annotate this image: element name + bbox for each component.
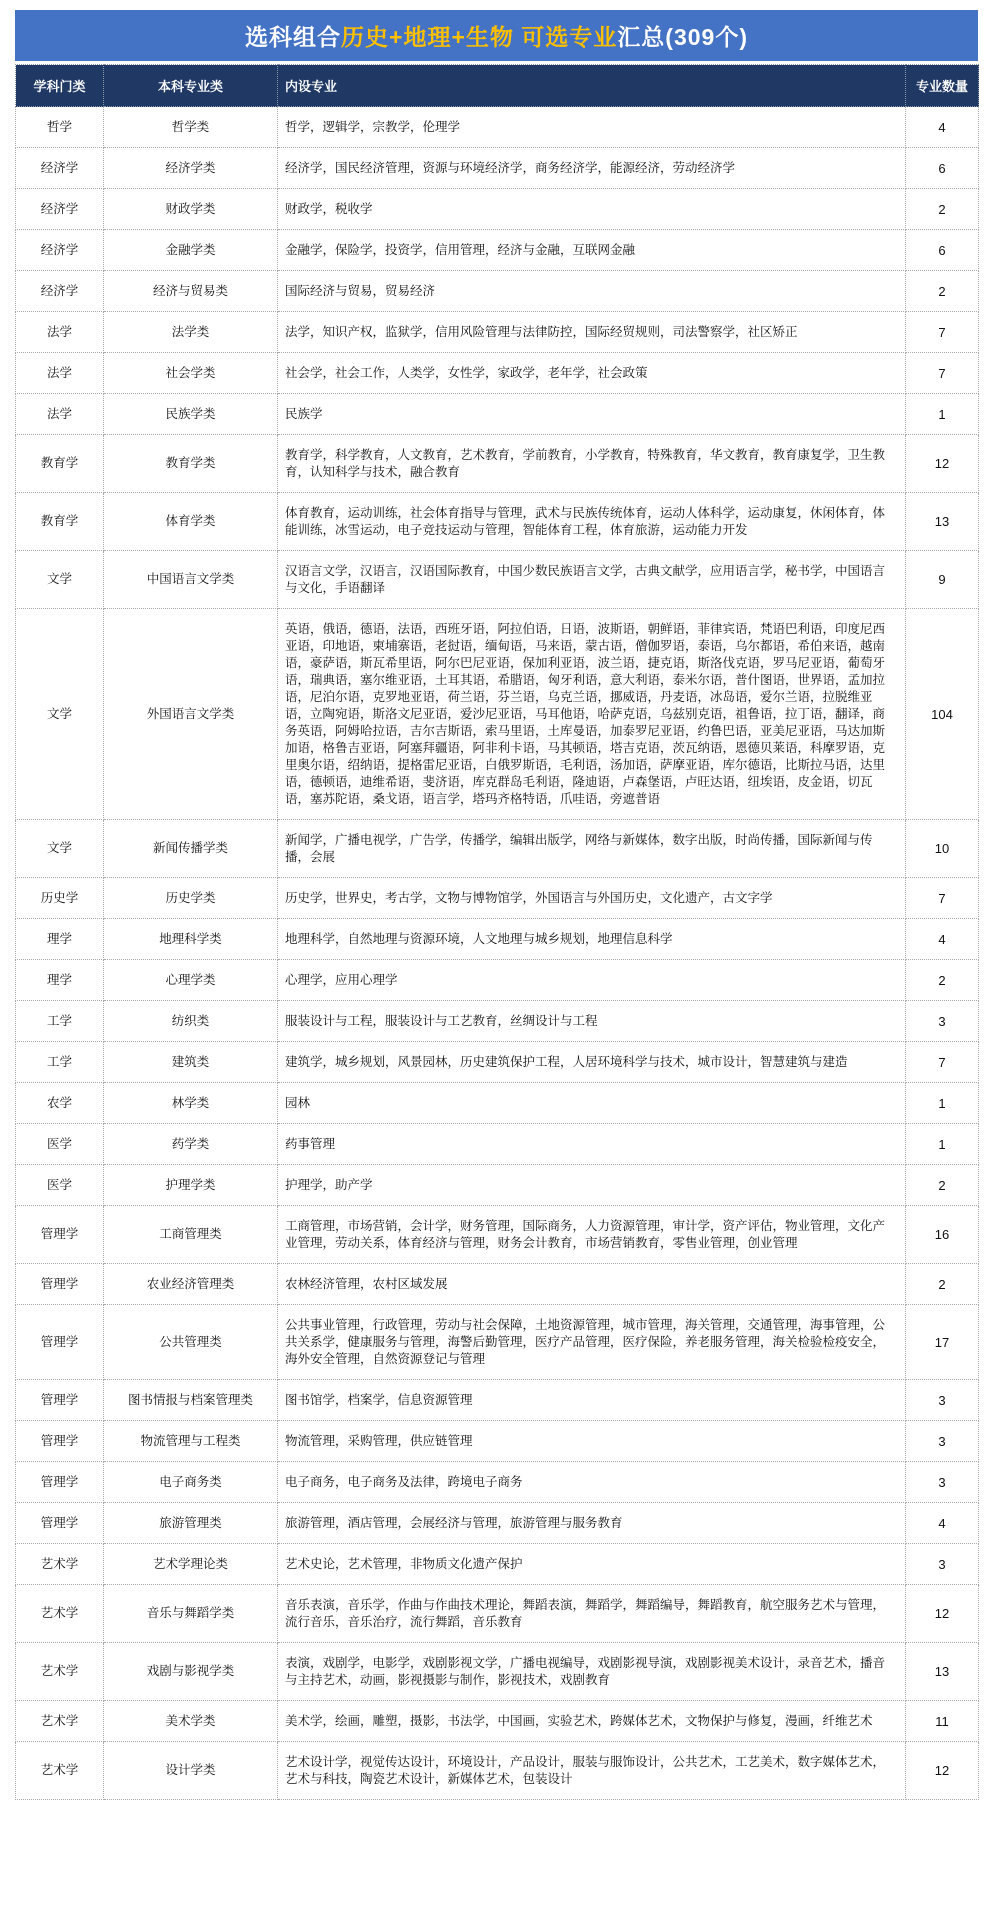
table-row [16, 493, 979, 551]
included-majors-cell: 财政学，税收学 [278, 189, 906, 230]
table-row [16, 960, 979, 1001]
included-majors-cell: 建筑学，城乡规划，风景园林，历史建筑保护工程，人居环境科学与技术，城市设计，智慧建筑与建造 [278, 1042, 906, 1083]
included-majors-cell: 药事管理 [278, 1124, 906, 1165]
table-row [16, 919, 979, 960]
subject-category-cell: 管理学 [16, 1462, 104, 1503]
subject-category-cell: 经济学 [16, 230, 104, 271]
table-row [16, 107, 979, 148]
subject-category-cell: 教育学 [16, 493, 104, 551]
included-majors-cell: 国际经济与贸易，贸易经济 [278, 271, 906, 312]
table-row [16, 1264, 979, 1305]
table-row [16, 312, 979, 353]
table-row [16, 435, 979, 493]
major-class-cell: 民族学类 [104, 394, 278, 435]
subject-category-cell: 艺术学 [16, 1585, 104, 1643]
major-class-cell: 音乐与舞蹈学类 [104, 1585, 278, 1643]
major-count-cell: 1 [906, 1083, 979, 1124]
title-suffix: 汇总(309个) [617, 24, 748, 50]
major-class-cell: 财政学类 [104, 189, 278, 230]
major-class-cell: 护理学类 [104, 1165, 278, 1206]
table-row [16, 1742, 979, 1800]
subject-category-cell: 文学 [16, 609, 104, 820]
table-row [16, 1503, 979, 1544]
included-majors-cell: 金融学，保险学，投资学，信用管理，经济与金融，互联网金融 [278, 230, 906, 271]
major-class-cell: 法学类 [104, 312, 278, 353]
subject-category-cell: 农学 [16, 1083, 104, 1124]
subject-category-cell: 医学 [16, 1124, 104, 1165]
major-class-cell: 电子商务类 [104, 1462, 278, 1503]
included-majors-cell: 护理学，助产学 [278, 1165, 906, 1206]
major-count-cell: 12 [906, 1585, 979, 1643]
subject-category-cell: 历史学 [16, 878, 104, 919]
major-class-cell: 建筑类 [104, 1042, 278, 1083]
major-count-cell: 13 [906, 493, 979, 551]
major-class-cell: 图书情报与档案管理类 [104, 1380, 278, 1421]
major-count-cell: 104 [906, 609, 979, 820]
table-row [16, 1042, 979, 1083]
subject-category-cell: 法学 [16, 312, 104, 353]
major-count-cell: 3 [906, 1421, 979, 1462]
subject-category-cell: 经济学 [16, 271, 104, 312]
major-count-cell: 4 [906, 107, 979, 148]
included-majors-cell: 音乐表演，音乐学，作曲与作曲技术理论，舞蹈表演，舞蹈学，舞蹈编导，舞蹈教育，航空服务艺术与管理，流行音乐，音乐治疗，流行舞蹈，音乐教育 [278, 1585, 906, 1643]
subject-category-cell: 管理学 [16, 1206, 104, 1264]
major-class-cell: 美术学类 [104, 1701, 278, 1742]
subject-category-cell: 理学 [16, 960, 104, 1001]
major-count-cell: 16 [906, 1206, 979, 1264]
subject-category-cell: 管理学 [16, 1503, 104, 1544]
major-class-cell: 体育学类 [104, 493, 278, 551]
subject-category-cell: 医学 [16, 1165, 104, 1206]
subject-category-cell: 文学 [16, 820, 104, 878]
included-majors-cell: 地理科学，自然地理与资源环境，人文地理与城乡规划，地理信息科学 [278, 919, 906, 960]
major-count-cell: 12 [906, 435, 979, 493]
major-count-cell: 6 [906, 230, 979, 271]
subject-category-cell: 文学 [16, 551, 104, 609]
major-class-cell: 经济学类 [104, 148, 278, 189]
major-class-cell: 旅游管理类 [104, 1503, 278, 1544]
major-count-cell: 10 [906, 820, 979, 878]
major-class-cell: 历史学类 [104, 878, 278, 919]
included-majors-cell: 公共事业管理，行政管理，劳动与社会保障，土地资源管理，城市管理，海关管理，交通管理，海事管理，公共关系学，健康服务与管理，海警后勤管理，医疗产品管理，医疗保险，养老服务管理，海关检验检疫安全，海外安全管理，自然资源登记与管理 [278, 1305, 906, 1380]
major-class-cell: 哲学类 [104, 107, 278, 148]
table-body [16, 107, 979, 1800]
subject-category-cell: 管理学 [16, 1380, 104, 1421]
table-row [16, 878, 979, 919]
included-majors-cell: 经济学，国民经济管理，资源与环境经济学，商务经济学，能源经济，劳动经济学 [278, 148, 906, 189]
major-count-cell: 2 [906, 271, 979, 312]
major-count-cell: 2 [906, 189, 979, 230]
table-row [16, 609, 979, 820]
table-row [16, 1643, 979, 1701]
table-row [16, 1380, 979, 1421]
major-count-cell: 3 [906, 1544, 979, 1585]
header-subject-category: 学科门类 [16, 65, 104, 107]
subject-category-cell: 工学 [16, 1042, 104, 1083]
included-majors-cell: 民族学 [278, 394, 906, 435]
subject-category-cell: 经济学 [16, 189, 104, 230]
included-majors-cell: 表演，戏剧学，电影学，戏剧影视文学，广播电视编导，戏剧影视导演，戏剧影视美术设计，录音艺术，播音与主持艺术，动画，影视摄影与制作，影视技术，戏剧教育 [278, 1643, 906, 1701]
major-count-cell: 13 [906, 1643, 979, 1701]
major-class-cell: 新闻传播学类 [104, 820, 278, 878]
major-count-cell: 2 [906, 960, 979, 1001]
included-majors-cell: 英语，俄语，德语，法语，西班牙语，阿拉伯语，日语，波斯语，朝鲜语，菲律宾语，梵语巴利语，印度尼西亚语，印地语，柬埔寨语，老挝语，缅甸语，马来语，蒙古语，僧伽罗语，泰语，乌尔都语，希伯来语，越南语，豪萨语，斯瓦希里语，阿尔巴尼亚语，保加利亚语，波兰语，捷克语，斯洛伐克语，罗马尼亚语，葡萄牙语，瑞典语，塞尔维亚语，土耳其语，希腊语，匈牙利语，意大利语，泰米尔语，普什图语，世界语，孟加拉语，尼泊尔语，克罗地亚语，荷兰语，芬兰语，乌克兰语，挪威语，丹麦语，冰岛语，爱尔兰语，拉脱维亚语，立陶宛语，斯洛文尼亚语，爱沙尼亚语，马耳他语，哈萨克语，乌兹别克语，祖鲁语，拉丁语，翻译，商务英语，阿姆哈拉语，吉尔吉斯语，索马里语，土库曼语，加泰罗尼亚语，约鲁巴语，亚美尼亚语，马达加斯加语，格鲁吉亚语，阿塞拜疆语，阿非利卡语，马其顿语，塔吉克语，茨瓦纳语，恩德贝莱语，科摩罗语，克里奥尔语，绍纳语，提格雷尼亚语，白俄罗斯语，毛利语，汤加语，萨摩亚语，库尔德语，比斯拉马语，达里语，德顿语，迪维希语，斐济语，库克群岛毛利语，隆迪语，卢森堡语，卢旺达语，纽埃语，皮金语，切瓦语，塞苏陀语，桑戈语，语言学，塔玛齐格特语，爪哇语，旁遮普语 [278, 609, 906, 820]
major-count-cell: 2 [906, 1264, 979, 1305]
subject-category-cell: 管理学 [16, 1305, 104, 1380]
major-count-cell: 3 [906, 1001, 979, 1042]
table-row [16, 230, 979, 271]
subject-category-cell: 管理学 [16, 1264, 104, 1305]
major-class-cell: 心理学类 [104, 960, 278, 1001]
header-major-class: 本科专业类 [104, 65, 278, 107]
subject-category-cell: 法学 [16, 353, 104, 394]
subject-category-cell: 理学 [16, 919, 104, 960]
included-majors-cell: 美术学，绘画，雕塑，摄影，书法学，中国画，实验艺术，跨媒体艺术，文物保护与修复，漫画，纤维艺术 [278, 1701, 906, 1742]
major-class-cell: 社会学类 [104, 353, 278, 394]
major-class-cell: 工商管理类 [104, 1206, 278, 1264]
table-row [16, 1421, 979, 1462]
subject-category-cell: 法学 [16, 394, 104, 435]
major-count-cell: 11 [906, 1701, 979, 1742]
major-class-cell: 金融学类 [104, 230, 278, 271]
table-row [16, 1001, 979, 1042]
table-row [16, 1462, 979, 1503]
subject-category-cell: 哲学 [16, 107, 104, 148]
table-row [16, 353, 979, 394]
included-majors-cell: 历史学，世界史，考古学，文物与博物馆学，外国语言与外国历史，文化遗产，古文字学 [278, 878, 906, 919]
subject-category-cell: 工学 [16, 1001, 104, 1042]
major-class-cell: 纺织类 [104, 1001, 278, 1042]
included-majors-cell: 艺术史论，艺术管理，非物质文化遗产保护 [278, 1544, 906, 1585]
header-row [16, 65, 979, 107]
included-majors-cell: 服装设计与工程，服装设计与工艺教育，丝绸设计与工程 [278, 1001, 906, 1042]
subject-category-cell: 管理学 [16, 1421, 104, 1462]
major-count-cell: 7 [906, 312, 979, 353]
included-majors-cell: 教育学，科学教育，人文教育，艺术教育，学前教育，小学教育，特殊教育，华文教育，教育康复学，卫生教育，认知科学与技术，融合教育 [278, 435, 906, 493]
major-class-cell: 物流管理与工程类 [104, 1421, 278, 1462]
included-majors-cell: 汉语言文学，汉语言，汉语国际教育，中国少数民族语言文学，古典文献学，应用语言学，秘书学，中国语言与文化，手语翻译 [278, 551, 906, 609]
major-class-cell: 农业经济管理类 [104, 1264, 278, 1305]
subject-category-cell: 艺术学 [16, 1544, 104, 1585]
major-class-cell: 艺术学理论类 [104, 1544, 278, 1585]
included-majors-cell: 心理学，应用心理学 [278, 960, 906, 1001]
major-class-cell: 戏剧与影视学类 [104, 1643, 278, 1701]
included-majors-cell: 物流管理，采购管理，供应链管理 [278, 1421, 906, 1462]
table-row [16, 189, 979, 230]
included-majors-cell: 工商管理，市场营销，会计学，财务管理，国际商务，人力资源管理，审计学，资产评估，物业管理，文化产业管理，劳动关系，体育经济与管理，财务会计教育，市场营销教育，零售业管理，创业管理 [278, 1206, 906, 1264]
major-class-cell: 设计学类 [104, 1742, 278, 1800]
subject-category-cell: 教育学 [16, 435, 104, 493]
included-majors-cell: 哲学，逻辑学，宗教学，伦理学 [278, 107, 906, 148]
table-row [16, 271, 979, 312]
included-majors-cell: 图书馆学，档案学，信息资源管理 [278, 1380, 906, 1421]
table-row [16, 551, 979, 609]
major-class-cell: 外国语言文学类 [104, 609, 278, 820]
major-count-cell: 6 [906, 148, 979, 189]
major-class-cell: 药学类 [104, 1124, 278, 1165]
included-majors-cell: 法学，知识产权，监狱学，信用风险管理与法律防控，国际经贸规则，司法警察学，社区矫正 [278, 312, 906, 353]
included-majors-cell: 社会学，社会工作，人类学，女性学，家政学，老年学，社会政策 [278, 353, 906, 394]
included-majors-cell: 艺术设计学，视觉传达设计，环境设计，产品设计，服装与服饰设计，公共艺术，工艺美术，数字媒体艺术，艺术与科技，陶瓷艺术设计，新媒体艺术，包装设计 [278, 1742, 906, 1800]
table-row [16, 1305, 979, 1380]
major-count-cell: 9 [906, 551, 979, 609]
major-count-cell: 17 [906, 1305, 979, 1380]
major-count-cell: 2 [906, 1165, 979, 1206]
included-majors-cell: 电子商务，电子商务及法律，跨境电子商务 [278, 1462, 906, 1503]
included-majors-cell: 新闻学，广播电视学，广告学，传播学，编辑出版学，网络与新媒体，数字出版，时尚传播，国际新闻与传播，会展 [278, 820, 906, 878]
included-majors-cell: 体育教育，运动训练，社会体育指导与管理，武术与民族传统体育，运动人体科学，运动康复，休闲体育，体能训练，冰雪运动，电子竞技运动与管理，智能体育工程，体育旅游，运动能力开发 [278, 493, 906, 551]
table-row [16, 1585, 979, 1643]
subject-category-cell: 艺术学 [16, 1742, 104, 1800]
table-row [16, 1083, 979, 1124]
table-row [16, 1165, 979, 1206]
included-majors-cell: 农林经济管理，农村区域发展 [278, 1264, 906, 1305]
major-class-cell: 林学类 [104, 1083, 278, 1124]
major-count-cell: 3 [906, 1462, 979, 1503]
major-class-cell: 中国语言文学类 [104, 551, 278, 609]
major-count-cell: 7 [906, 1042, 979, 1083]
subject-category-cell: 艺术学 [16, 1701, 104, 1742]
majors-table [15, 64, 979, 1800]
table-title-bar [15, 10, 978, 61]
major-class-cell: 教育学类 [104, 435, 278, 493]
major-class-cell: 公共管理类 [104, 1305, 278, 1380]
major-class-cell: 地理科学类 [104, 919, 278, 960]
title-highlight: 历史+地理+生物 可选专业 [341, 24, 618, 50]
subject-category-cell: 艺术学 [16, 1643, 104, 1701]
table-row [16, 1544, 979, 1585]
table-row [16, 148, 979, 189]
major-count-cell: 4 [906, 919, 979, 960]
major-count-cell: 4 [906, 1503, 979, 1544]
header-included-majors: 内设专业 [278, 65, 906, 107]
title-prefix: 选科组合 [245, 24, 342, 50]
major-count-cell: 12 [906, 1742, 979, 1800]
included-majors-cell: 旅游管理，酒店管理，会展经济与管理，旅游管理与服务教育 [278, 1503, 906, 1544]
major-count-cell: 1 [906, 1124, 979, 1165]
table-row [16, 1206, 979, 1264]
table-row [16, 1124, 979, 1165]
major-count-cell: 7 [906, 878, 979, 919]
subject-category-cell: 经济学 [16, 148, 104, 189]
table-row [16, 394, 979, 435]
major-class-cell: 经济与贸易类 [104, 271, 278, 312]
major-count-cell: 7 [906, 353, 979, 394]
major-count-cell: 3 [906, 1380, 979, 1421]
table-row [16, 820, 979, 878]
table-row [16, 1701, 979, 1742]
included-majors-cell: 园林 [278, 1083, 906, 1124]
header-major-count: 专业数量 [906, 65, 979, 107]
major-count-cell: 1 [906, 394, 979, 435]
